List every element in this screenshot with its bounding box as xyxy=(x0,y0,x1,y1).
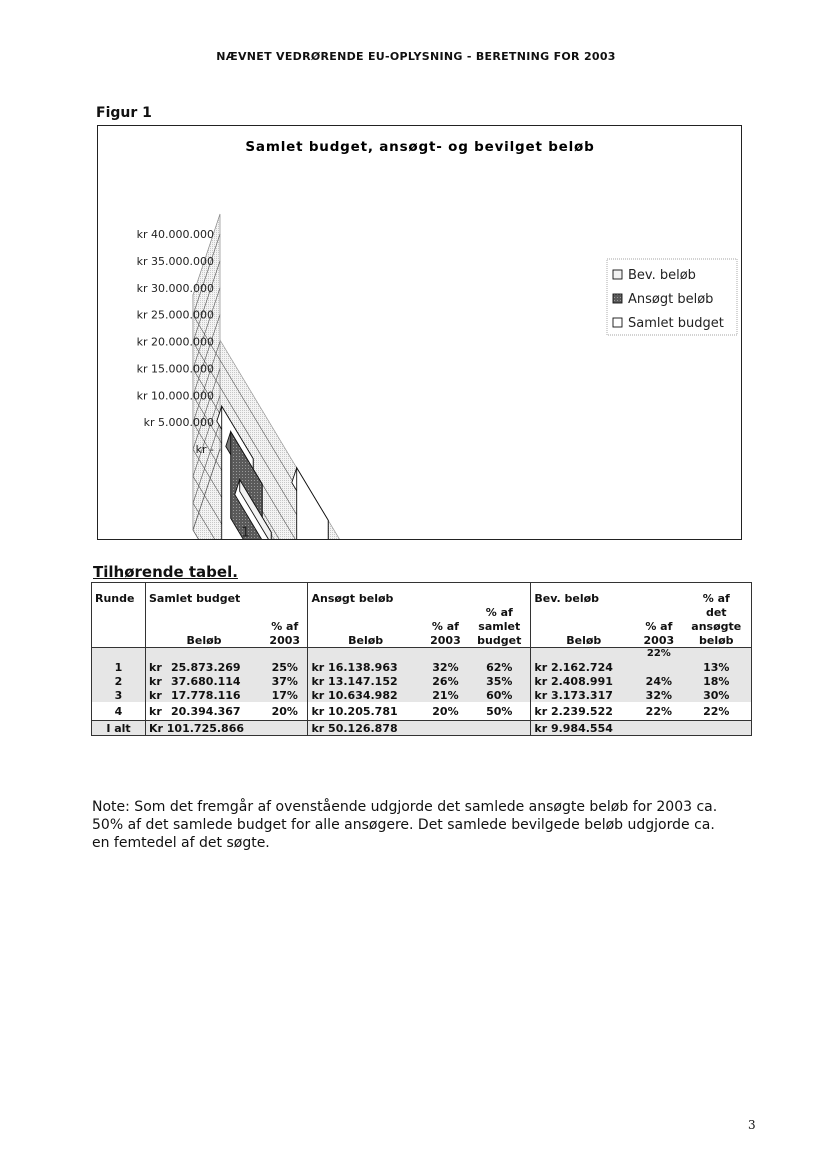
legend-swatch xyxy=(613,318,622,327)
th-pct-ansogte-d: beløb xyxy=(682,633,752,648)
th-pct-2a: % af xyxy=(431,619,459,633)
table-caption: Tilhørende tabel. xyxy=(93,563,238,581)
figure-caption: Figur 1 xyxy=(96,105,152,121)
budget-table xyxy=(91,582,752,736)
table-header-row-4 xyxy=(92,633,752,648)
th-pct-samlet-c: budget xyxy=(468,633,531,648)
th-pct-1b: 2003 xyxy=(262,633,308,648)
y-tick-label: kr 40.000.000 xyxy=(136,228,214,241)
th-ansogt-group: Ansøgt beløb xyxy=(308,583,468,606)
y-tick-label: kr 15.000.000 xyxy=(136,362,214,376)
page-number: 3 xyxy=(748,1118,756,1132)
th-pct-2b: 2003 xyxy=(430,633,461,647)
table-header-row-3 xyxy=(92,619,752,633)
y-tick-label: kr - xyxy=(195,443,214,456)
table-row: 2 kr 37.680.114 37% kr 13.147.152 26% 35% kr 2.408.991 24% 18% xyxy=(92,674,752,688)
th-belob-3: Beløb xyxy=(566,633,602,647)
y-tick-label: kr 10.000.000 xyxy=(136,389,214,403)
y-tick-label: kr 25.000.000 xyxy=(136,308,214,322)
table-header-row-1 xyxy=(92,583,752,606)
th-belob-2: Beløb xyxy=(348,633,384,647)
bar-chart-3d xyxy=(98,126,742,540)
table-row: 4 kr 20.394.367 20% kr 10.205.781 20% 50% kr 2.239.522 22% 22% xyxy=(92,702,752,721)
page-header: NÆVNET VEDRØRENDE EU-OPLYSNING - BERETNING FOR 2003 xyxy=(216,50,616,63)
table-row: 1 kr 25.873.269 25% kr 16.138.963 32% 62% kr 2.162.724 13% xyxy=(92,660,752,674)
bar-samletbudget-2 xyxy=(292,468,328,540)
th-pct-samlet-a: % af xyxy=(468,605,531,619)
y-tick-label: kr 20.000.000 xyxy=(136,335,214,349)
th-belob-1: Beløb xyxy=(186,633,222,647)
chart-title: Samlet budget, ansøgt- og bevilget beløb xyxy=(245,139,595,155)
legend-label: Ansøgt beløb xyxy=(628,292,714,307)
chart-frame xyxy=(97,125,742,540)
table-total-row: I alt Kr 101.725.866 kr 50.126.878 kr 9.984.554 xyxy=(92,721,752,736)
stray-pct: 22% xyxy=(636,648,681,661)
y-tick-label: kr 5.000.000 xyxy=(143,416,214,430)
table-header-row-2 xyxy=(92,605,752,619)
th-pct-ansogte-c: ansøgte xyxy=(682,619,752,633)
th-runde: Runde xyxy=(92,583,146,606)
th-samlet-group: Samlet budget xyxy=(146,583,263,606)
th-pct-3a: % af xyxy=(645,619,673,633)
table-row: 3 kr 17.778.116 17% kr 10.634.982 21% 60% kr 3.173.317 32% 30% xyxy=(92,688,752,702)
th-pct-1a: % af xyxy=(262,619,308,633)
th-pct-ansogte-a: % af xyxy=(682,583,752,606)
legend-label: Bev. beløb xyxy=(628,268,696,283)
x-category-label: 1 xyxy=(241,525,250,541)
th-pct-samlet-b: samlet xyxy=(468,619,531,633)
th-bev-group: Bev. beløb xyxy=(531,583,636,606)
legend-swatch xyxy=(613,294,622,303)
y-tick-label: kr 30.000.000 xyxy=(136,281,214,295)
th-pct-3b: 2003 xyxy=(643,633,675,647)
table-row-stray xyxy=(92,648,752,661)
legend-swatch xyxy=(613,270,622,279)
th-pct-ansogte-b: det xyxy=(682,605,752,619)
note-paragraph: Note: Som det fremgår af ovenstående udgjorde det samlede ansøgte beløb for 2003 ca. 50% af det samlede budget for alle ansøgere. Det samlede bevilgede beløb udgjorde ca. en femtedel af det søgte. xyxy=(92,799,718,851)
y-tick-label: kr 35.000.000 xyxy=(136,254,214,268)
legend-label: Samlet budget xyxy=(628,316,724,331)
